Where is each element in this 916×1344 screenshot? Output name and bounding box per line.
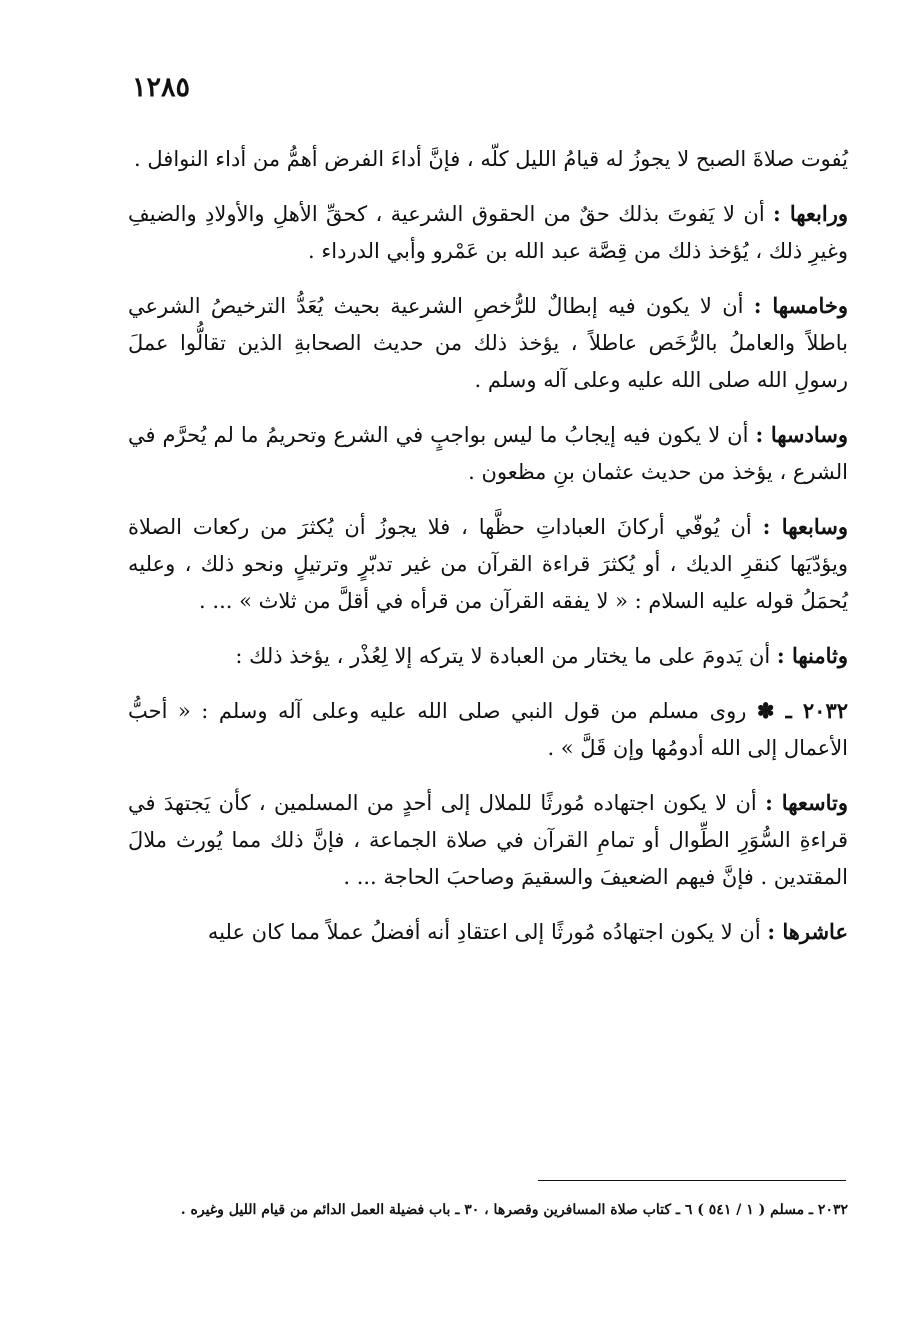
paragraph-sixth: وسادسها : أن لا يكون فيه إيجابُ ما ليس بواجبٍ في الشرع وتحريمُ ما لم يُحرَّم في الشرع ، يؤخذ من حديث عثمان بنِ مظعون . — [128, 422, 848, 484]
paragraph-fourth: ورابعها : أن لا يَفوتَ بذلك حقٌ من الحقوق الشرعية ، كحقِّ الأهلِ والأولادِ والضيفِ وغيرِ ذلك ، يُؤخذ ذلك من قِصَّة عبد الله بن عَمْرو وأبي الدرداء . — [128, 201, 848, 263]
paragraph-heading: عاشرها : — [767, 919, 848, 944]
hadith-2032: ٢٠٣٢ ـ ✽ روى مسلم من قول النبي صلى الله عليه وعلى آله وسلم : « أحبُّ الأعمال إلى الله أدومُها وإن قَلَّ » . — [128, 698, 849, 760]
paragraph-heading: ورابعها : — [773, 201, 848, 226]
paragraph-heading: وثامنها : — [776, 643, 848, 668]
paragraph-tenth: عاشرها : أن لا يكون اجتهادُه مُورثًا إلى اعتقادِ أنه أفضلُ عملاً مما كان عليه — [207, 919, 848, 944]
paragraph-heading: وخامسها : — [753, 293, 848, 318]
footnote: ٢٠٣٢ ـ مسلم ( ١ / ٥٤١ ) ٦ ـ كتاب صلاة المسافرين وقصرها ، ٣٠ ـ باب فضيلة العمل الدائم من قيام الليل وغيره . — [180, 1202, 848, 1218]
footnote-divider — [538, 1180, 846, 1181]
paragraph-heading: وسابعها : — [762, 514, 848, 539]
paragraph-seventh: وسابعها : أن يُوفّي أركانَ العباداتِ حظَّها ، فلا يجوزُ أن يُكثرَ من ركعات الصلاة ويؤدّيَها كنقرِ الديك ، أو يُكثرَ قراءة القرآن من غير تدبّرٍ وترتيلٍ ونحو ذلك ، وعليه يُحمَلُ قوله عليه السلام : « لا يفقه القرآن من قرأه في أقلَّ من ثلاث » ... . — [128, 514, 848, 613]
hadith-number: ٢٠٣٢ ـ ✽ — [756, 698, 849, 723]
paragraph-heading: وتاسعها : — [765, 790, 848, 815]
main-text — [128, 140, 848, 968]
paragraph: يُفوت صلاةَ الصبح لا يجوزُ له قيامُ الليل كلّه ، فإنَّ أداءَ الفرض أهمُّ من أداء النوافل . — [134, 147, 848, 171]
paragraph-ninth: وتاسعها : أن لا يكون اجتهاده مُورثًا للملال إلى أحدٍ من المسلمين ، كأن يَجتهدَ في قراءةِ السُّوَرِ الطِّوال أو تمامِ القرآن في صلاة الجماعة ، فإنَّ ذلك مما يُورث ملالَ المقتدين . فإنَّ فيهم الضعيفَ والسقيمَ وصاحبَ الحاجة ... . — [128, 790, 848, 889]
paragraph-heading: وسادسها : — [755, 422, 848, 447]
paragraph-fifth: وخامسها : أن لا يكون فيه إبطالٌ للرُّخصِ الشرعية بحيث يُعَدُّ الترخيصُ الشرعي باطلاً والعاملُ بالرُّخَص عاطلاً ، يؤخذ ذلك من حديث الصحابةِ الذين تقالُّوا عملَ رسولِ الله صلى الله عليه وعلى آله وسلم . — [128, 293, 848, 392]
page-number: ١٢٨٥ — [132, 72, 191, 103]
paragraph-eighth: وثامنها : أن يَدومَ على ما يختار من العبادة لا يتركه إلا لِعُذْر ، يؤخذ ذلك : — [235, 643, 848, 668]
